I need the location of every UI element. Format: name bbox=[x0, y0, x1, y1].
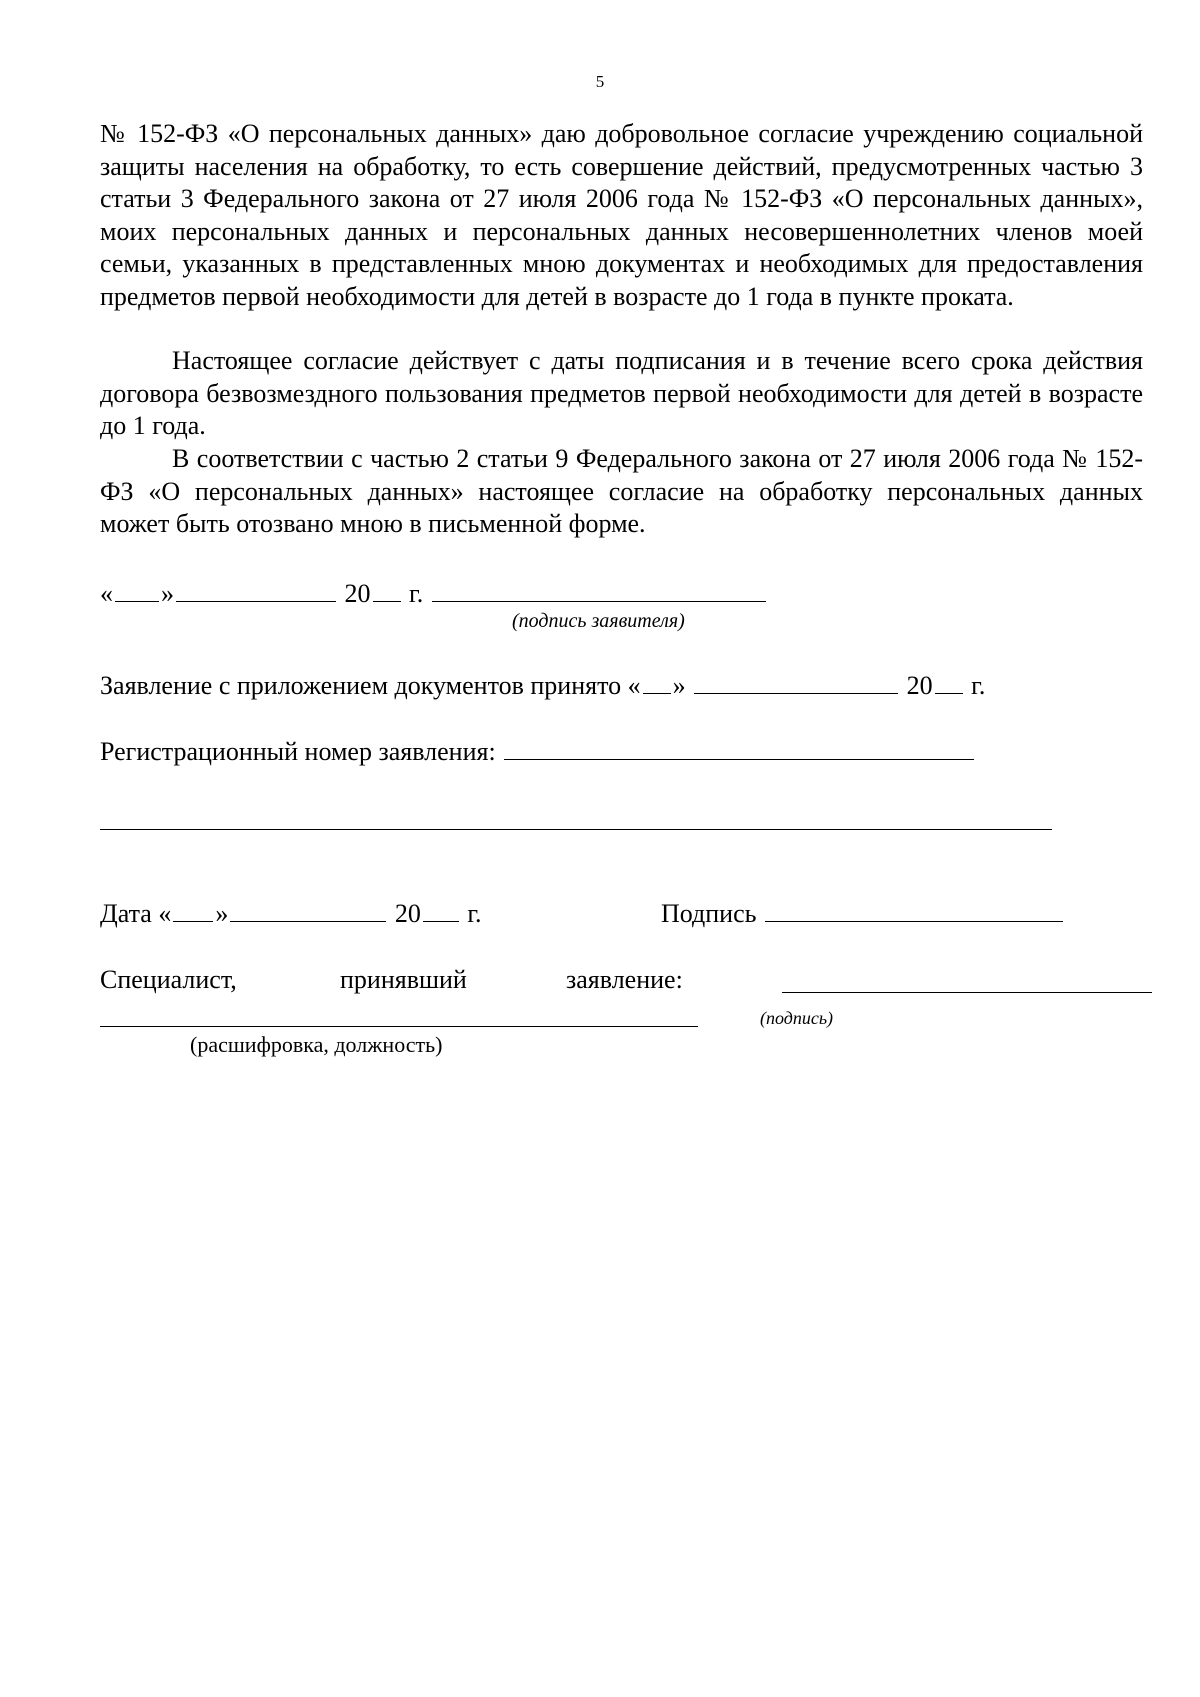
specialist-signature-caption: (подпись) bbox=[760, 1008, 834, 1028]
accepted-line bbox=[100, 670, 985, 702]
quote-close: » bbox=[672, 671, 686, 700]
registration-number-blank[interactable] bbox=[504, 737, 974, 760]
date-line bbox=[100, 898, 482, 930]
signature-label: Подпись bbox=[661, 899, 757, 928]
year-suffix: г. bbox=[409, 579, 424, 608]
signature-line bbox=[661, 898, 1065, 930]
registration-label: Регистрационный номер заявления: bbox=[100, 737, 496, 766]
day-blank[interactable] bbox=[115, 579, 159, 602]
page-number: 5 bbox=[595, 72, 605, 91]
year-suffix: г. bbox=[467, 899, 482, 928]
quote-close: » bbox=[161, 579, 174, 608]
date-label: Дата « bbox=[100, 899, 172, 928]
accepted-month-blank[interactable] bbox=[694, 671, 898, 694]
year-blank[interactable] bbox=[373, 579, 401, 602]
accepted-day-blank[interactable] bbox=[643, 671, 671, 694]
specialist-word-3: заявление: bbox=[566, 965, 683, 994]
consent-paragraph-1 bbox=[100, 118, 1143, 313]
signature-blank[interactable] bbox=[765, 899, 1063, 922]
specialist-signature-blank[interactable] bbox=[782, 992, 1152, 993]
specialist-word-1: Специалист, bbox=[100, 965, 237, 994]
date-day-blank[interactable] bbox=[173, 899, 213, 922]
applicant-date-line bbox=[100, 578, 768, 610]
paragraph-text: В соответствии с частью 2 статьи 9 Федерального закона от 27 июля 2006 года № 152-ФЗ «О персональных данных» настоящее согласие на обработку персональных данных может быть отозвано мною в письменной форме. bbox=[100, 444, 1143, 538]
quote-close: » bbox=[215, 899, 229, 928]
date-year-blank[interactable] bbox=[423, 899, 459, 922]
paragraph-text: Настоящее согласие действует с даты подписания и в течение всего срока действия договора безвозмездного пользования предметов первой необходимости для детей в возрасте до 1 года. bbox=[100, 346, 1143, 440]
consent-paragraph-2 bbox=[100, 345, 1143, 443]
accepted-year-blank[interactable] bbox=[935, 671, 963, 694]
applicant-signature-blank[interactable] bbox=[432, 579, 766, 602]
accepted-label: Заявление с приложением документов принято « bbox=[100, 671, 641, 700]
specialist-name-caption: (расшифровка, должность) bbox=[190, 1032, 443, 1057]
quote-open: « bbox=[100, 579, 113, 608]
specialist-name-blank[interactable] bbox=[100, 1026, 698, 1027]
consent-paragraph-3 bbox=[100, 443, 1143, 541]
year-prefix: 20 bbox=[906, 671, 933, 700]
separator-line bbox=[100, 829, 1052, 830]
year-suffix: г. bbox=[971, 671, 986, 700]
paragraph-text: № 152-ФЗ «О персональных данных» даю добровольное согласие учреждению социальной защиты населения на обработку, то есть совершение действий, предусмотренных частью 3 статьи 3 Федерального закона от 27 июля 2006 года № 152-ФЗ «О персональных данных», моих персональных данных и персональных данных несовершеннолетних членов моей семьи, указанных в представленных мною документах и необходимых для предоставления предметов первой необходимости для детей в возрасте до 1 года в пункте проката. bbox=[100, 119, 1143, 311]
year-prefix: 20 bbox=[394, 899, 421, 928]
applicant-signature-caption: (подпись заявителя) bbox=[512, 610, 685, 632]
date-month-blank[interactable] bbox=[230, 899, 386, 922]
specialist-word-2: принявший bbox=[340, 965, 467, 994]
registration-line bbox=[100, 736, 976, 768]
year-prefix: 20 bbox=[344, 579, 371, 608]
month-blank[interactable] bbox=[176, 579, 336, 602]
